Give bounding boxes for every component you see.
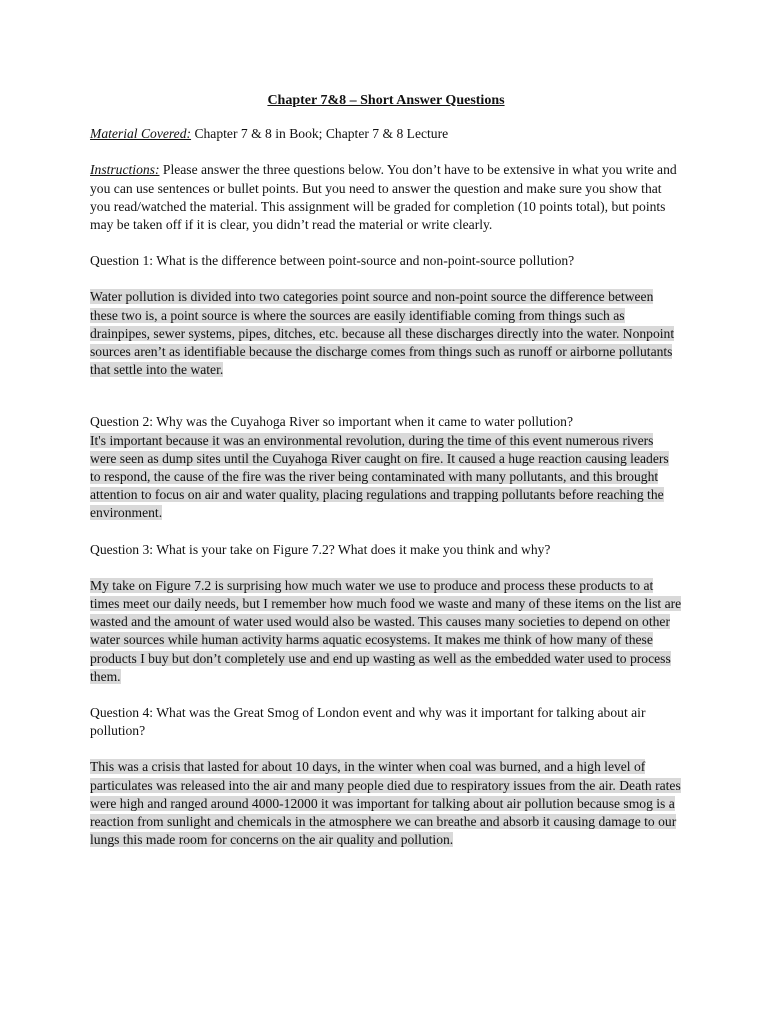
instructions-label: Instructions: (90, 162, 160, 178)
answer-4-text: This was a crisis that lasted for about 10 days, in the winter when coal was burned, and a high level of particulates was released into the air and many people died due to respiratory issues from the air. Death rates were high and ranged around 4000-12000 it was important for talking about air pollution because smog is a reaction from sunlight and chemicals in the atmosphere we can breathe and absorb it causing damage to our lungs this made room for concerns on the air quality and pollution. (90, 759, 681, 848)
material-covered-label: Material Covered: (90, 126, 192, 142)
instructions-text: Please answer the three questions below. You don’t have to be extensive in what you write and you can use sentences or bullet points. But you need to answer the question and make sure you show that you read/watched the material. This assignment will be graded for completion (10 points total), but points may be taken off if it is clear, you didn’t read the material or write clearly. (90, 162, 677, 233)
instructions (90, 161, 682, 234)
answer-2-text: It's important because it was an environmental revolution, during the time of this event numerous rivers were seen as dump sites until the Cuyahoga River caught on fire. It caused a huge reaction causing leaders to respond, the cause of the fire was the river being contaminated with many pollutants, and this brought attention to focus on air and water quality, placing regulations and trapping pollutants before reaching the environment. (90, 432, 669, 521)
answer-4 (90, 758, 682, 849)
answer-2 (90, 432, 682, 523)
answer-1 (90, 288, 682, 379)
material-covered (90, 125, 682, 143)
question-1: Question 1: What is the difference between point-source and non-point-source pollution? (90, 253, 575, 269)
question-3: Question 3: What is your take on Figure 7.2? What does it make you think and why? (90, 541, 551, 557)
question-2: Question 2: Why was the Cuyahoga River so important when it came to water pollution? (90, 414, 573, 430)
document-title: Chapter 7&8 – Short Answer Questions (267, 93, 505, 108)
material-covered-text: Chapter 7 & 8 in Book; Chapter 7 & 8 Lecture (191, 126, 449, 142)
document-page (90, 92, 682, 868)
question-4: Question 4: What was the Great Smog of London event and why was it important for talking about air pollution? (90, 705, 646, 739)
answer-1-text: Water pollution is divided into two categories point source and non-point source the difference between these two is, a point source is where the sources are easily identifiable coming from things such as drainpipes, sewer systems, pipes, ditches, etc. because all these discharges directly into the water. Nonpoint sources aren’t as identifiable because the discharge comes from things such as runoff or airborne pollutants that settle into the water. (90, 289, 675, 378)
answer-3 (90, 577, 682, 686)
answer-3-text: My take on Figure 7.2 is surprising how much water we use to produce and process these products to at times meet our daily needs, but I remember how much food we waste and many of these items on the list are wasted and the amount of water used would also be wasted. This causes many societies to depend on other water sources while human activity harms aquatic ecosystems. It makes me think of how many of these products I buy but don’t completely use and end up wasting as well as the embedded water used to process them. (90, 577, 682, 684)
